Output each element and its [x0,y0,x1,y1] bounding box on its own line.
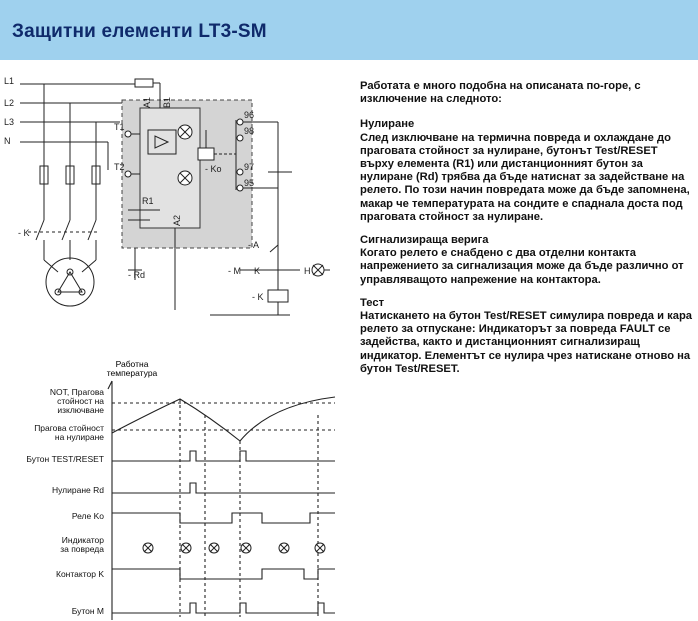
row-label-rd: Нулиране Rd [51,485,104,495]
circuit-diagram [0,70,350,340]
svg-text:- Ko: - Ko [205,164,222,174]
description-text [360,80,692,376]
svg-text:98: 98 [244,126,255,136]
svg-text:T1: T1 [114,122,125,132]
signal-title: Сигнализираща верига [360,234,489,247]
svg-text:L2: L2 [4,98,15,108]
row-label-fault: Индикатор за повреда [60,535,104,554]
row-label-not: NOT, Прагова стойност на изключване [49,387,104,415]
test-title: Тест [360,296,385,309]
reset-body: След изключване на термична повреда и охлаждане до праговата стойност за нулиране, бутонът Test/RESET върху елемента (R1) или дистанционният бутон за нулиране (Rd) трябва да бъде натиснат за задействане на релето. По този начин повредата може да бъде запомнена, макар че температурата на сондите е спаднала доста под праговата стойност за нулиране. [360,131,690,223]
page-title: Защитни елементи LT3-SM [12,21,267,42]
svg-text:96: 96 [244,110,255,120]
row-label-test-reset: Бутон TEST/RESET [26,454,104,464]
svg-text:- M: - M [228,266,241,276]
test-body: Натискането на бутон Test/RESET симулира повреда и кара релето за отпускане: Индикаторът за повреда FAULT се задейства, както и дистанционният сигнализиращ индикатор. Елементът се нулира чрез натискане отново на бутон Test/RESET. [360,310,693,375]
svg-text:N: N [4,136,11,146]
svg-text:A1: A1 [142,96,152,108]
row-label-ko: Реле Ko [71,511,104,521]
signal-body: Когато релето е снабдено с два отделни контакта напрежението за сигнализация може да бъде различно от управляващото напрежение на контактора. [360,247,684,286]
svg-text:B1: B1 [162,96,172,108]
svg-text:- K: - K [252,292,264,302]
timing-diagram [0,355,355,621]
svg-text:97: 97 [244,162,255,172]
svg-text:- Rd: - Rd [128,270,146,280]
row-label-m: Бутон M [71,606,104,616]
svg-text:H: H [304,266,311,276]
svg-text:R1: R1 [142,196,154,206]
svg-text:L3: L3 [4,117,15,127]
svg-text:T2: T2 [114,162,125,172]
svg-text:K: K [254,266,261,276]
intro-text: Работата е много подобна на описаната по-горе, с изключение на следното: [360,80,641,106]
header-banner [0,0,698,60]
svg-text:A2: A2 [172,214,182,226]
svg-text:95: 95 [244,178,255,188]
svg-text:L1: L1 [4,76,15,86]
row-label-contactor: Контактор K [56,569,104,579]
timing-axis-title: Работна температура [106,359,158,378]
svg-text:- A: - A [248,240,260,250]
reset-title: Нулиране [360,118,415,131]
row-label-reset-threshold: Прагова стойност на нулиране [34,423,104,442]
svg-text:- K: - K [18,228,30,238]
